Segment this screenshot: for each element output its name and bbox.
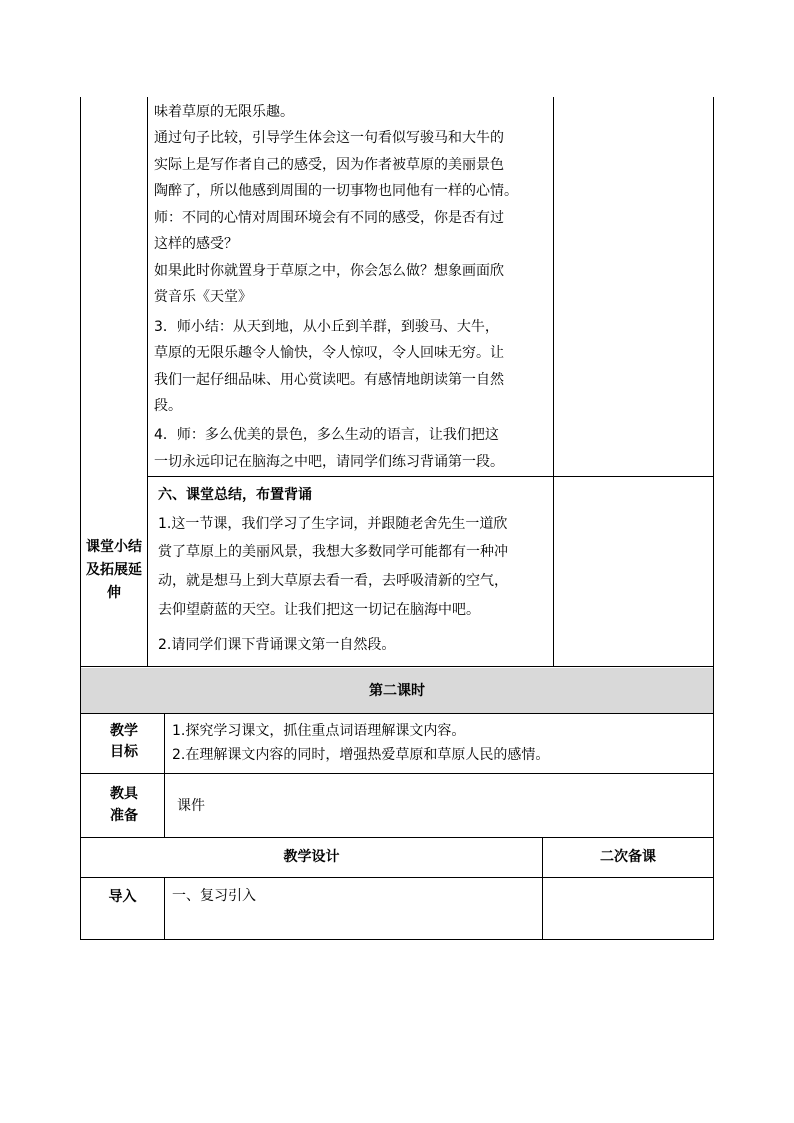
summary-heading: 六、课堂总结，布置背诵: [158, 487, 312, 503]
text-line: 这样的感受？: [154, 236, 238, 252]
goal-line: 1.探究学习课文，抓住重点词语理解课文内容。: [172, 723, 466, 739]
table1-right-border: [713, 97, 714, 667]
table2-label-divider: [164, 877, 165, 939]
table2-bottom-border: [80, 939, 714, 940]
table2-row-divider: [80, 837, 714, 838]
text-line: 实际上是写作者自己的感受，因为作者被草原的美丽景色: [154, 157, 504, 173]
table1-bottom-border: [80, 666, 714, 667]
table2-label-divider: [164, 713, 165, 837]
text-line: 赏音乐《天堂》: [154, 289, 252, 305]
text-line: 如果此时你就置身于草原之中，你会怎么做？想象画面欣: [154, 263, 504, 279]
text-line: 师：不同的心情对周围环境会有不同的感受，你是否有过: [154, 210, 504, 226]
table2-row-divider: [80, 877, 714, 878]
summary-label: 课堂小结及拓展延伸: [86, 539, 142, 601]
intro-label: 导入: [108, 889, 137, 905]
summary-line: 赏了草原上的美丽风景，我想大多数同学可能都有一种冲: [158, 544, 508, 560]
text-line: 味着草原的无限乐趣。: [154, 104, 294, 120]
table1-left-border: [80, 97, 81, 667]
summary-homework: 2.请同学们课下背诵课文第一自然段。: [158, 637, 396, 653]
design-header: 教学设计: [283, 849, 340, 865]
text-line: 一切永远印记在脑海之中吧，请同学们练习背诵第一段。: [154, 454, 504, 470]
text-line: 草原的无限乐趣令人愉快，令人惊叹，令人回味无穷。让: [154, 345, 504, 361]
text-line: 段。: [154, 398, 182, 414]
table1-col-divider-1: [147, 97, 148, 667]
text-line: 我们一起仔细品味、用心赏读吧。有感情地朗读第一自然: [154, 372, 504, 388]
summary-line: 去仰望蔚蓝的天空。让我们把这一切记在脑海中吧。: [158, 602, 480, 618]
second-prep-header: 二次备课: [600, 849, 656, 865]
text-line: 陶醉了，所以他感到周围的一切事物也同他有一样的心情。: [154, 183, 518, 199]
text-line: 3．师小结：从天到地，从小丘到羊群，到骏马、大牛，: [154, 319, 499, 335]
tools-value: 课件: [177, 798, 205, 814]
table1-row-divider: [147, 476, 714, 477]
table2-row-divider: [80, 713, 714, 714]
text-line: 通过句子比较，引导学生体会这一句看似写骏马和大牛的: [154, 130, 504, 146]
goal-label: 教学目标: [110, 723, 138, 760]
summary-line: 1.这一节课，我们学习了生字词，并跟随老舍先生一道欣: [158, 516, 508, 532]
table1-col-divider-2: [553, 97, 554, 667]
tools-label: 教具准备: [110, 786, 138, 824]
intro-value: 一、复习引入: [172, 888, 256, 904]
summary-line: 动，就是想马上到大草原去看一看，去呼吸清新的空气，: [158, 573, 508, 589]
second-lesson-title: 第二课时: [369, 683, 425, 699]
table2-row-divider: [80, 773, 714, 774]
table2-right-border: [713, 667, 714, 940]
goal-line: 2.在理解课文内容的同时，增强热爱草原和草原人民的感情。: [172, 747, 550, 763]
text-line: 4．师：多么优美的景色，多么生动的语言，让我们把这: [154, 427, 499, 443]
